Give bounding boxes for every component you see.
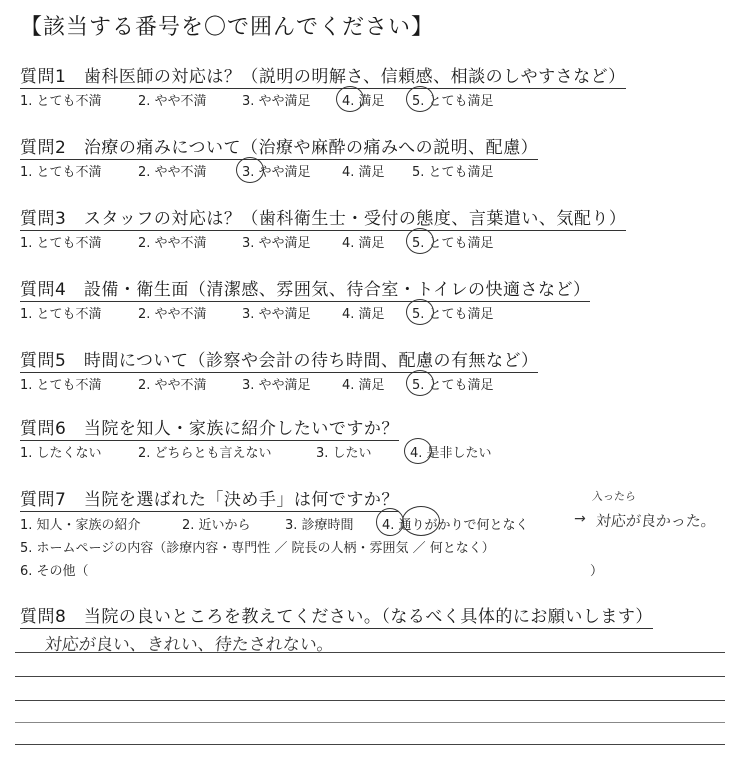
q1-circle-5 (406, 86, 434, 112)
q4-option-5: 5. とても満足 (412, 307, 494, 322)
q2-option-1: 1. とても不満 (20, 165, 102, 180)
question-4 (20, 275, 590, 302)
question-2 (20, 133, 538, 160)
question-7-options (20, 514, 620, 532)
q2-option-3: 3. やや満足 (242, 165, 311, 180)
answer-line-3 (15, 700, 725, 701)
instruction-header: 【該当する番号を〇で囲んでください】 (20, 15, 435, 40)
answer-line-5 (15, 744, 725, 745)
q7-circle-4b (402, 506, 440, 536)
q4-option-1: 1. とても不満 (20, 307, 102, 322)
q1-option-3: 3. やや満足 (242, 94, 311, 109)
q5-option-3: 3. やや満足 (242, 378, 311, 393)
question-5 (20, 346, 538, 373)
q1-option-2: 2. やや不満 (138, 94, 207, 109)
q7-option-3: 3. 診療時間 (285, 518, 354, 533)
question-3 (20, 204, 626, 231)
question-2-options (20, 161, 620, 179)
question-7-title: 質問7 当院を選ばれた「決め手」は何ですか？ (20, 485, 399, 512)
q3-option-1: 1. とても不満 (20, 236, 102, 251)
q7-option-6-close: ） (590, 564, 604, 579)
question-8 (20, 602, 653, 629)
q7-option-4: 4. 通りがかりで何となく (382, 518, 529, 533)
q7-option-2: 2. 近いから (182, 518, 251, 533)
question-6-options (20, 442, 620, 460)
question-6 (20, 414, 399, 441)
answer-line-2 (15, 676, 725, 677)
q1-option-4: 4. 満足 (342, 94, 385, 109)
q7-option-5: 5. ホームページの内容（診療内容・専門性 ／ 院長の人柄・雰囲気 ／ 何となく） (20, 541, 495, 556)
q6-option-1: 1. したくない (20, 446, 102, 461)
q3-option-2: 2. やや不満 (138, 236, 207, 251)
answer-line-4 (15, 722, 725, 723)
q5-option-4: 4. 満足 (342, 378, 385, 393)
q7-handwritten-note: 対応が良かった。 (595, 512, 717, 530)
q5-option-2: 2. やや不満 (138, 378, 207, 393)
q7-handwritten-above: 入ったら (591, 490, 637, 503)
question-3-options (20, 232, 620, 250)
q5-option-1: 1. とても不満 (20, 378, 102, 393)
q4-option-4: 4. 満足 (342, 307, 385, 322)
question-4-title: 質問4 設備・衛生面（清潔感、雰囲気、待合室・トイレの快適さなど） (20, 275, 590, 302)
question-5-title: 質問5 時間について（診察や会計の待ち時間、配慮の有無など） (20, 346, 538, 373)
q6-circle-4 (404, 438, 432, 464)
q3-circle-5 (406, 228, 434, 254)
q4-option-3: 3. やや満足 (242, 307, 311, 322)
q4-option-2: 2. やや不満 (138, 307, 207, 322)
q1-option-1: 1. とても不満 (20, 94, 102, 109)
q3-option-4: 4. 満足 (342, 236, 385, 251)
q6-option-2: 2. どちらとも言えない (138, 446, 272, 461)
q7-option-1: 1. 知人・家族の紹介 (20, 518, 141, 533)
q1-circle-4 (336, 86, 364, 112)
question-3-title: 質問3 スタッフの対応は？（歯科衛生士・受付の態度、言葉遣い、気配り） (20, 204, 626, 231)
q6-option-3: 3. したい (316, 446, 372, 461)
q3-option-5: 5. とても満足 (412, 236, 494, 251)
question-1-title: 質問1 歯科医師の対応は？（説明の明解さ、信頼感、相談のしやすさなど） (20, 62, 626, 89)
q7-option-6: 6. その他（ (20, 564, 89, 579)
question-6-title: 質問6 当院を知人・家族に紹介したいですか？ (20, 414, 399, 441)
question-4-options (20, 303, 620, 321)
q7-arrow: → (573, 511, 587, 527)
question-1 (20, 62, 626, 89)
question-5-options (20, 374, 620, 392)
q8-handwritten-answer: 対応が良い、きれい、待たされない。 (43, 635, 335, 655)
answer-line-1 (15, 652, 725, 653)
q3-option-3: 3. やや満足 (242, 236, 311, 251)
q2-circle-3 (236, 157, 264, 183)
question-1-options (20, 90, 620, 108)
question-8-title: 質問8 当院の良いところを教えてください。（なるべく具体的にお願いします） (20, 602, 653, 629)
question-7 (20, 485, 399, 512)
q5-circle-5 (406, 370, 434, 396)
q6-option-4: 4. 是非したい (410, 446, 492, 461)
q7-circle-4 (376, 508, 404, 536)
q5-option-5: 5. とても満足 (412, 378, 494, 393)
q1-option-5: 5. とても満足 (412, 94, 494, 109)
q2-option-5: 5. とても満足 (412, 165, 494, 180)
q2-option-2: 2. やや不満 (138, 165, 207, 180)
question-2-title: 質問2 治療の痛みについて（治療や麻酔の痛みへの説明、配慮） (20, 133, 538, 160)
q4-circle-5 (406, 299, 434, 325)
q2-option-4: 4. 満足 (342, 165, 385, 180)
